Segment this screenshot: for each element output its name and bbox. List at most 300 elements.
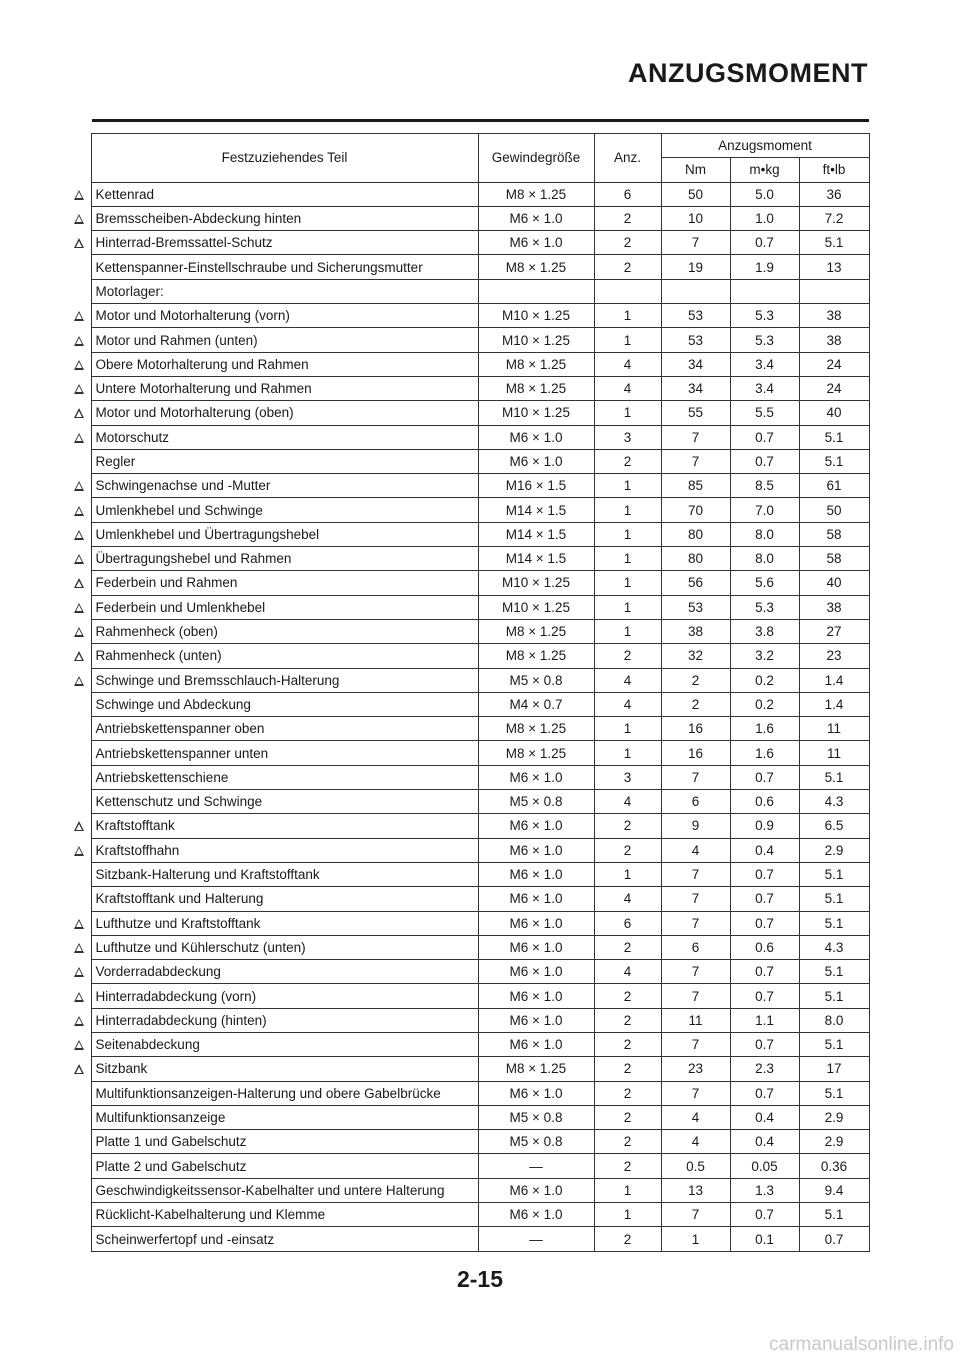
table-row: [68, 1130, 869, 1154]
table-row: [68, 1105, 869, 1129]
triangle-outline-icon: [74, 238, 84, 248]
qty-cell: 1: [594, 595, 661, 619]
qty-cell: 2: [594, 1227, 661, 1251]
qty-cell: 4: [594, 887, 661, 911]
row-mark-cell: [68, 1057, 91, 1081]
table-row: [68, 1081, 869, 1105]
qty-cell: 2: [594, 1008, 661, 1032]
table-row: [68, 401, 869, 425]
mkg-cell: 0.6: [730, 790, 799, 814]
thread-cell: M14 × 1.5: [478, 522, 594, 546]
row-mark-cell: [68, 352, 91, 376]
thread-cell: M10 × 1.25: [478, 304, 594, 328]
row-mark-cell: [68, 595, 91, 619]
table-row: [68, 838, 869, 862]
mkg-cell: 0.7: [730, 862, 799, 886]
row-mark-cell: [68, 814, 91, 838]
qty-cell: 4: [594, 790, 661, 814]
table-row: [68, 619, 869, 643]
table-row: [68, 887, 869, 911]
part-cell: Antriebskettenspanner unten: [91, 741, 478, 765]
part-cell: Motor und Motorhalterung (oben): [91, 401, 478, 425]
row-mark-cell: [68, 1227, 91, 1251]
thread-cell: M8 × 1.25: [478, 1057, 594, 1081]
part-cell: Kraftstofftank und Halterung: [91, 887, 478, 911]
row-mark-cell: [68, 449, 91, 473]
nm-cell: 50: [661, 182, 730, 206]
triangle-outline-icon: [74, 1064, 84, 1074]
row-mark-cell: [68, 741, 91, 765]
nm-cell: 7: [661, 231, 730, 255]
row-mark-cell: [68, 425, 91, 449]
nm-cell: 34: [661, 352, 730, 376]
qty-cell: 1: [594, 547, 661, 571]
thread-cell: M10 × 1.25: [478, 571, 594, 595]
part-cell: Sitzbank: [91, 1057, 478, 1081]
nm-cell: 38: [661, 619, 730, 643]
ftlb-cell: 5.1: [799, 984, 869, 1008]
nm-cell: 16: [661, 717, 730, 741]
table-row: [68, 425, 869, 449]
table-row: [68, 279, 869, 303]
ftlb-cell: 17: [799, 1057, 869, 1081]
thread-cell: M6 × 1.0: [478, 935, 594, 959]
table-row: [68, 522, 869, 546]
row-mark-cell: [68, 960, 91, 984]
row-mark-cell: [68, 838, 91, 862]
mkg-cell: 0.4: [730, 838, 799, 862]
nm-cell: 7: [661, 449, 730, 473]
thread-cell: M6 × 1.0: [478, 206, 594, 230]
mkg-cell: 0.7: [730, 960, 799, 984]
table-row: [68, 717, 869, 741]
qty-cell: 6: [594, 182, 661, 206]
row-mark-cell: [68, 644, 91, 668]
ftlb-cell: 61: [799, 474, 869, 498]
ftlb-cell: 27: [799, 619, 869, 643]
part-cell: Umlenkhebel und Übertragungshebel: [91, 522, 478, 546]
triangle-outline-icon: [74, 433, 84, 443]
nm-cell: 9: [661, 814, 730, 838]
part-cell: Motorlager:: [91, 279, 478, 303]
header-rule: [92, 119, 869, 122]
qty-cell: 1: [594, 474, 661, 498]
mkg-cell: 7.0: [730, 498, 799, 522]
triangle-outline-icon: [74, 846, 84, 856]
mkg-cell: 5.6: [730, 571, 799, 595]
row-mark-cell: [68, 328, 91, 352]
row-mark-cell: [68, 547, 91, 571]
table-row: [68, 692, 869, 716]
thread-cell: M8 × 1.25: [478, 182, 594, 206]
row-mark-cell: [68, 1130, 91, 1154]
qty-cell: 6: [594, 911, 661, 935]
table-row: [68, 352, 869, 376]
triangle-outline-icon: [74, 506, 84, 516]
triangle-outline-icon: [74, 676, 84, 686]
part-cell: Schwingenachse und -Mutter: [91, 474, 478, 498]
mkg-cell: 8.0: [730, 522, 799, 546]
table-row: [68, 1032, 869, 1056]
ftlb-cell: 5.1: [799, 1203, 869, 1227]
part-cell: Multifunktionsanzeige: [91, 1105, 478, 1129]
nm-cell: 53: [661, 595, 730, 619]
nm-cell: 4: [661, 838, 730, 862]
row-mark-cell: [68, 1203, 91, 1227]
row-mark-cell: [68, 862, 91, 886]
thread-cell: [478, 279, 594, 303]
triangle-outline-icon: [74, 943, 84, 953]
row-mark-cell: [68, 692, 91, 716]
row-mark-cell: [68, 1008, 91, 1032]
qty-cell: 1: [594, 522, 661, 546]
thread-cell: M10 × 1.25: [478, 401, 594, 425]
row-mark-cell: [68, 717, 91, 741]
thread-cell: M6 × 1.0: [478, 960, 594, 984]
part-cell: Kraftstoffhahn: [91, 838, 478, 862]
ftlb-cell: 7.2: [799, 206, 869, 230]
mkg-cell: 2.3: [730, 1057, 799, 1081]
mkg-cell: 0.4: [730, 1105, 799, 1129]
thread-cell: M5 × 0.8: [478, 668, 594, 692]
qty-cell: 1: [594, 1178, 661, 1202]
mkg-cell: 1.3: [730, 1178, 799, 1202]
part-cell: Umlenkhebel und Schwinge: [91, 498, 478, 522]
row-mark-cell: [68, 182, 91, 206]
table-row: [68, 1154, 869, 1178]
nm-cell: 7: [661, 1032, 730, 1056]
qty-cell: 4: [594, 960, 661, 984]
ftlb-cell: 5.1: [799, 1032, 869, 1056]
row-mark-cell: [68, 498, 91, 522]
part-cell: Regler: [91, 449, 478, 473]
mkg-cell: 0.7: [730, 449, 799, 473]
table-row: [68, 984, 869, 1008]
nm-cell: 11: [661, 1008, 730, 1032]
thread-cell: M6 × 1.0: [478, 984, 594, 1008]
mkg-cell: 0.7: [730, 1081, 799, 1105]
nm-cell: 1: [661, 1227, 730, 1251]
nm-cell: 4: [661, 1105, 730, 1129]
triangle-outline-icon: [74, 336, 84, 346]
part-cell: Obere Motorhalterung und Rahmen: [91, 352, 478, 376]
ftlb-cell: 23: [799, 644, 869, 668]
mkg-cell: 0.9: [730, 814, 799, 838]
part-cell: Seitenabdeckung: [91, 1032, 478, 1056]
thread-cell: M8 × 1.25: [478, 644, 594, 668]
row-mark-cell: [68, 571, 91, 595]
qty-cell: 2: [594, 1081, 661, 1105]
mkg-cell: 0.6: [730, 935, 799, 959]
row-mark-cell: [68, 376, 91, 400]
ftlb-cell: 58: [799, 547, 869, 571]
thread-cell: —: [478, 1154, 594, 1178]
ftlb-cell: 2.9: [799, 1130, 869, 1154]
part-cell: Federbein und Rahmen: [91, 571, 478, 595]
row-mark-cell: [68, 1154, 91, 1178]
triangle-outline-icon: [74, 992, 84, 1002]
ftlb-cell: 1.4: [799, 692, 869, 716]
ftlb-cell: 2.9: [799, 838, 869, 862]
nm-cell: 7: [661, 1081, 730, 1105]
header-torque: Anzugsmoment: [661, 134, 869, 158]
table-row: [68, 960, 869, 984]
table-row: [68, 182, 869, 206]
mkg-cell: 1.6: [730, 717, 799, 741]
qty-cell: 2: [594, 206, 661, 230]
qty-cell: 1: [594, 741, 661, 765]
qty-cell: 1: [594, 1203, 661, 1227]
qty-cell: 2: [594, 935, 661, 959]
nm-cell: 16: [661, 741, 730, 765]
header-thread: Gewindegröße: [478, 134, 594, 183]
row-mark-cell: [68, 668, 91, 692]
mkg-cell: 3.4: [730, 376, 799, 400]
part-cell: Hinterradabdeckung (vorn): [91, 984, 478, 1008]
table-row: [68, 1008, 869, 1032]
part-cell: Federbein und Umlenkhebel: [91, 595, 478, 619]
mkg-cell: 0.7: [730, 1032, 799, 1056]
qty-cell: 1: [594, 401, 661, 425]
triangle-outline-icon: [74, 530, 84, 540]
row-mark-cell: [68, 522, 91, 546]
nm-cell: 80: [661, 522, 730, 546]
header-mkg: m•kg: [730, 158, 799, 182]
nm-cell: 53: [661, 328, 730, 352]
ftlb-cell: 13: [799, 255, 869, 279]
qty-cell: 3: [594, 425, 661, 449]
thread-cell: M6 × 1.0: [478, 1178, 594, 1202]
ftlb-cell: 5.1: [799, 765, 869, 789]
part-cell: Motor und Motorhalterung (vorn): [91, 304, 478, 328]
nm-cell: 10: [661, 206, 730, 230]
watermark: carmanualsonline.info: [769, 1334, 954, 1355]
ftlb-cell: 1.4: [799, 668, 869, 692]
thread-cell: M8 × 1.25: [478, 255, 594, 279]
thread-cell: M5 × 0.8: [478, 1105, 594, 1129]
nm-cell: 80: [661, 547, 730, 571]
part-cell: Motorschutz: [91, 425, 478, 449]
ftlb-cell: 8.0: [799, 1008, 869, 1032]
mkg-cell: 0.7: [730, 231, 799, 255]
mkg-cell: 5.3: [730, 304, 799, 328]
part-cell: Lufthutze und Kraftstofftank: [91, 911, 478, 935]
part-cell: Multifunktionsanzeigen-Halterung und obere Gabelbrücke: [91, 1081, 478, 1105]
thread-cell: M5 × 0.8: [478, 1130, 594, 1154]
mkg-cell: 0.2: [730, 668, 799, 692]
mkg-cell: 8.0: [730, 547, 799, 571]
triangle-outline-icon: [74, 311, 84, 321]
row-mark-cell: [68, 401, 91, 425]
ftlb-cell: 40: [799, 571, 869, 595]
part-cell: Bremsscheiben-Abdeckung hinten: [91, 206, 478, 230]
mkg-cell: 3.4: [730, 352, 799, 376]
row-mark-cell: [68, 790, 91, 814]
table-row: [68, 547, 869, 571]
qty-cell: 2: [594, 838, 661, 862]
qty-cell: 2: [594, 255, 661, 279]
part-cell: Scheinwerfertopf und -einsatz: [91, 1227, 478, 1251]
table-row: [68, 231, 869, 255]
qty-cell: 2: [594, 231, 661, 255]
mkg-cell: 5.5: [730, 401, 799, 425]
table-row: [68, 1178, 869, 1202]
part-cell: Kettenspanner-Einstellschraube und Sicherungsmutter: [91, 255, 478, 279]
ftlb-cell: [799, 279, 869, 303]
ftlb-cell: 58: [799, 522, 869, 546]
nm-cell: 6: [661, 935, 730, 959]
triangle-outline-icon: [74, 408, 84, 418]
table-row: [68, 911, 869, 935]
thread-cell: —: [478, 1227, 594, 1251]
table-row: [68, 304, 869, 328]
row-mark-cell: [68, 255, 91, 279]
thread-cell: M4 × 0.7: [478, 692, 594, 716]
triangle-outline-icon: [74, 214, 84, 224]
nm-cell: 7: [661, 1203, 730, 1227]
table-row: [68, 765, 869, 789]
part-cell: Untere Motorhalterung und Rahmen: [91, 376, 478, 400]
ftlb-cell: 38: [799, 304, 869, 328]
ftlb-cell: 40: [799, 401, 869, 425]
ftlb-cell: 4.3: [799, 935, 869, 959]
qty-cell: 1: [594, 498, 661, 522]
table-row: [68, 790, 869, 814]
ftlb-cell: 5.1: [799, 449, 869, 473]
triangle-outline-icon: [74, 603, 84, 613]
row-mark-cell: [68, 206, 91, 230]
thread-cell: M8 × 1.25: [478, 717, 594, 741]
row-mark-cell: [68, 984, 91, 1008]
table-row: [68, 1203, 869, 1227]
ftlb-cell: 11: [799, 717, 869, 741]
mkg-cell: 5.3: [730, 595, 799, 619]
ftlb-cell: 36: [799, 182, 869, 206]
mkg-cell: 0.4: [730, 1130, 799, 1154]
qty-cell: 4: [594, 668, 661, 692]
triangle-outline-icon: [74, 384, 84, 394]
qty-cell: 1: [594, 717, 661, 741]
triangle-outline-icon: [74, 627, 84, 637]
qty-cell: 2: [594, 1057, 661, 1081]
mkg-cell: 1.9: [730, 255, 799, 279]
part-cell: Schwinge und Bremsschlauch-Halterung: [91, 668, 478, 692]
part-cell: Antriebskettenschiene: [91, 765, 478, 789]
part-cell: Übertragungshebel und Rahmen: [91, 547, 478, 571]
nm-cell: 2: [661, 668, 730, 692]
row-mark-cell: [68, 279, 91, 303]
row-mark-cell: [68, 619, 91, 643]
part-cell: Hinterrad-Bremssattel-Schutz: [91, 231, 478, 255]
table-row: [68, 668, 869, 692]
nm-cell: 7: [661, 960, 730, 984]
mkg-cell: 0.7: [730, 765, 799, 789]
row-mark-cell: [68, 1081, 91, 1105]
thread-cell: M16 × 1.5: [478, 474, 594, 498]
thread-cell: M14 × 1.5: [478, 498, 594, 522]
part-cell: Rahmenheck (unten): [91, 644, 478, 668]
nm-cell: 13: [661, 1178, 730, 1202]
table-row: [68, 741, 869, 765]
header-ftlb: ft•lb: [799, 158, 869, 182]
thread-cell: M6 × 1.0: [478, 1008, 594, 1032]
mkg-cell: 8.5: [730, 474, 799, 498]
nm-cell: 32: [661, 644, 730, 668]
row-mark-cell: [68, 474, 91, 498]
thread-cell: M6 × 1.0: [478, 449, 594, 473]
nm-cell: 7: [661, 765, 730, 789]
mkg-cell: 0.1: [730, 1227, 799, 1251]
qty-cell: 2: [594, 449, 661, 473]
mkg-cell: 0.2: [730, 692, 799, 716]
qty-cell: [594, 279, 661, 303]
thread-cell: M6 × 1.0: [478, 814, 594, 838]
thread-cell: M8 × 1.25: [478, 352, 594, 376]
ftlb-cell: 5.1: [799, 960, 869, 984]
mkg-cell: 0.05: [730, 1154, 799, 1178]
nm-cell: 7: [661, 862, 730, 886]
part-cell: Antriebskettenspanner oben: [91, 717, 478, 741]
table-row: [68, 474, 869, 498]
nm-cell: 23: [661, 1057, 730, 1081]
thread-cell: M6 × 1.0: [478, 911, 594, 935]
ftlb-cell: 24: [799, 352, 869, 376]
mkg-cell: 1.1: [730, 1008, 799, 1032]
table-row: [68, 376, 869, 400]
thread-cell: M6 × 1.0: [478, 838, 594, 862]
part-cell: Rahmenheck (oben): [91, 619, 478, 643]
thread-cell: M6 × 1.0: [478, 231, 594, 255]
row-mark-cell: [68, 1105, 91, 1129]
nm-cell: 53: [661, 304, 730, 328]
table-row: [68, 935, 869, 959]
ftlb-cell: 38: [799, 595, 869, 619]
part-cell: Kraftstofftank: [91, 814, 478, 838]
qty-cell: 2: [594, 1105, 661, 1129]
row-mark-cell: [68, 887, 91, 911]
triangle-outline-icon: [74, 481, 84, 491]
page-title: ANZUGSMOMENT: [628, 58, 868, 88]
part-cell: Schwinge und Abdeckung: [91, 692, 478, 716]
table-row: [68, 1057, 869, 1081]
nm-cell: 7: [661, 984, 730, 1008]
mkg-cell: 1.0: [730, 206, 799, 230]
qty-cell: 1: [594, 862, 661, 886]
part-cell: Lufthutze und Kühlerschutz (unten): [91, 935, 478, 959]
row-mark-cell: [68, 1032, 91, 1056]
mark-header-spacer: [68, 134, 91, 183]
table-row: [68, 206, 869, 230]
ftlb-cell: 5.1: [799, 1081, 869, 1105]
qty-cell: 1: [594, 619, 661, 643]
part-cell: Motor und Rahmen (unten): [91, 328, 478, 352]
qty-cell: 2: [594, 644, 661, 668]
triangle-outline-icon: [74, 967, 84, 977]
triangle-outline-icon: [74, 919, 84, 929]
nm-cell: 19: [661, 255, 730, 279]
table-row: [68, 1227, 869, 1251]
ftlb-cell: 5.1: [799, 911, 869, 935]
table-row: [68, 595, 869, 619]
header-nm: Nm: [661, 158, 730, 182]
triangle-outline-icon: [74, 554, 84, 564]
nm-cell: 4: [661, 1130, 730, 1154]
thread-cell: M6 × 1.0: [478, 425, 594, 449]
thread-cell: M10 × 1.25: [478, 595, 594, 619]
ftlb-cell: 9.4: [799, 1178, 869, 1202]
torque-table-body: [68, 182, 869, 1251]
triangle-outline-icon: [74, 578, 84, 588]
